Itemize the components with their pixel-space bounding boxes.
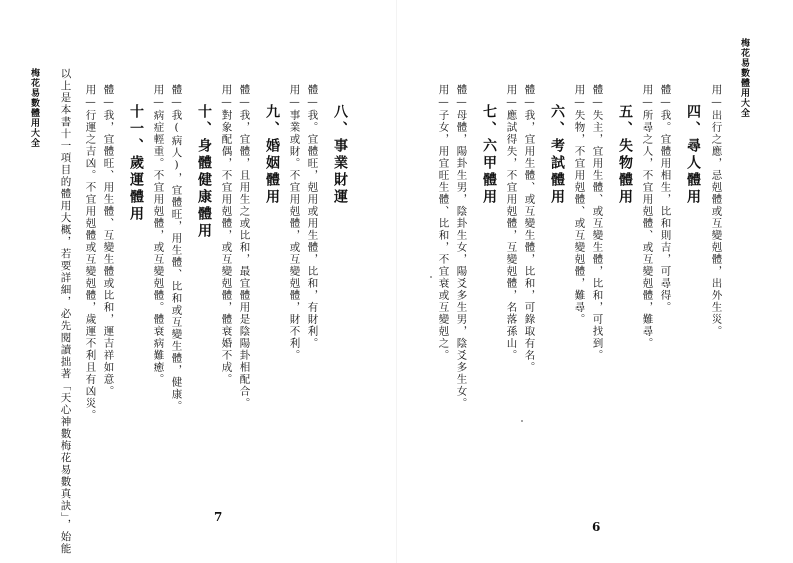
text-column: 用—事業或財。不宜用剋體，或互變剋體，財不利。: [288, 84, 301, 362]
section-heading: 十一、歲運體用: [128, 104, 144, 223]
text-column: 體—我(病人)，宜體旺，用生體、比和或互變生體，健康。: [170, 84, 183, 413]
section-heading: 八、事業財運: [332, 104, 348, 206]
section-heading: 九、婚姻體用: [264, 104, 280, 206]
page-number: 6: [592, 520, 601, 534]
text-column: 用—所尋之人，不宜用剋體、或互變剋體，難尋。: [641, 84, 654, 350]
text-column: 用—病症輕重。不宜用剋體，或互變剋體。體衰病難癒。: [152, 84, 165, 386]
running-header: 梅花易數體用大全: [739, 38, 749, 118]
section-heading: 四、尋人體用: [685, 104, 701, 206]
scan-speck: [430, 276, 432, 278]
text-column: 體—母體，陽卦生男，陰卦生女，陽爻多生男，陰爻多生女。: [455, 84, 468, 410]
text-column: 用—對象配偶，不宜用剋體，或互變剋體，體衰婚不成。: [220, 84, 233, 386]
text-column: 體—我。宜體用相生，比和則吉，可尋得。: [659, 84, 672, 314]
text-column: 用—行運之吉凶。不宜用剋體或互變剋體，歲運不利且有凶災。: [84, 84, 97, 422]
section-heading: 十、身體健康體用: [196, 104, 212, 240]
text-column: 體—我，宜用生體、或互變生體，比和，可錄取有名。: [523, 84, 536, 374]
text-column: 體—失主，宜用生體、或互變生體，比和，可找到。: [591, 84, 604, 362]
section-heading: 七、六甲體用: [481, 104, 497, 206]
text-column: 體—我，宜體旺、用生體、互變生體或比和，運吉祥如意。: [102, 84, 115, 398]
text-column: 以上是本書十一項目的體用大概，若要詳細，必先閱讀拙著「天心神數梅花易數真訣」，始能: [59, 68, 72, 555]
left-page: [0, 0, 396, 563]
section-heading: 六、考試體用: [549, 104, 565, 206]
scan-speck: [521, 420, 523, 422]
right-page: [396, 0, 793, 563]
text-column: 用—應試得失，不宜用剋體，互變剋體，名落孫山。: [505, 84, 518, 362]
page-number: 7: [214, 510, 223, 524]
text-column: 用—出行之應，忌剋體或互變剋體，出外生災。: [710, 84, 723, 338]
text-column: 用—子女，用宜旺生體、比和，不宜衰或互變剋之。: [437, 84, 450, 362]
text-column: 用—失物，不宜用剋體、或互變剋體，難尋。: [573, 84, 586, 326]
text-column: 體—我，宜體，且用生之或比和，最宜體用是陰陽卦相配合。: [238, 84, 251, 410]
running-header: 梅花易數體用大全: [29, 68, 39, 148]
section-heading: 五、失物體用: [617, 104, 633, 206]
text-column: 體—我。宜體旺，剋用或用生體，比和，有財利。: [306, 84, 319, 350]
